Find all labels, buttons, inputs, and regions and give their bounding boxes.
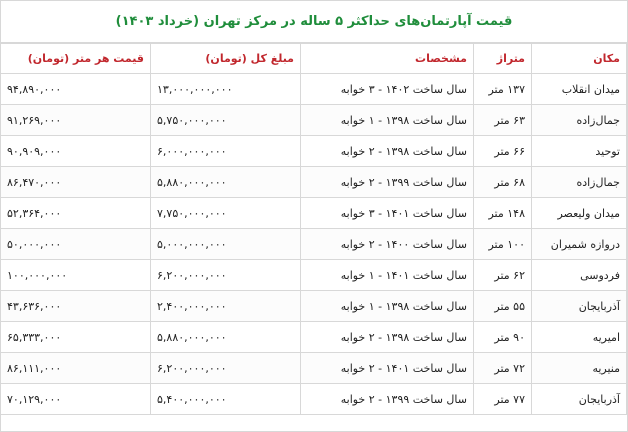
specs-cell: سال ساخت ۱۳۹۹ - ۲ خوابه: [301, 384, 474, 415]
table-row: [1, 74, 627, 105]
header-specs: مشخصات: [301, 44, 474, 74]
table-row: [1, 384, 627, 415]
location-cell: میدان انقلاب: [532, 74, 627, 105]
specs-cell: سال ساخت ۱۴۰۱ - ۱ خوابه: [301, 260, 474, 291]
price-per-meter-cell: ۷۰,۱۲۹,۰۰۰: [1, 384, 151, 415]
total-price-cell: ۵,۷۵۰,۰۰۰,۰۰۰: [151, 105, 301, 136]
table-row: [1, 260, 627, 291]
table-title: قیمت آپارتمان‌های حداکثر ۵ ساله در مرکز تهران (خرداد ۱۴۰۳): [1, 1, 627, 43]
total-price-cell: ۵,۰۰۰,۰۰۰,۰۰۰: [151, 229, 301, 260]
area-cell: ۱۳۷ متر: [474, 74, 532, 105]
area-cell: ۶۶ متر: [474, 136, 532, 167]
price-per-meter-cell: ۹۴,۸۹۰,۰۰۰: [1, 74, 151, 105]
total-price-cell: ۲,۴۰۰,۰۰۰,۰۰۰: [151, 291, 301, 322]
table-row: [1, 291, 627, 322]
location-cell: توحید: [532, 136, 627, 167]
location-cell: جمال‌زاده: [532, 167, 627, 198]
price-per-meter-cell: ۵۰,۰۰۰,۰۰۰: [1, 229, 151, 260]
area-cell: ۷۲ متر: [474, 353, 532, 384]
area-cell: ۷۷ متر: [474, 384, 532, 415]
area-cell: ۵۵ متر: [474, 291, 532, 322]
total-price-cell: ۶,۲۰۰,۰۰۰,۰۰۰: [151, 353, 301, 384]
location-cell: میدان ولیعصر: [532, 198, 627, 229]
specs-cell: سال ساخت ۱۴۰۱ - ۳ خوابه: [301, 198, 474, 229]
location-cell: دروازه شمیران: [532, 229, 627, 260]
specs-cell: سال ساخت ۱۴۰۱ - ۲ خوابه: [301, 353, 474, 384]
specs-cell: سال ساخت ۱۳۹۸ - ۲ خوابه: [301, 136, 474, 167]
location-cell: آذربایجان: [532, 384, 627, 415]
price-per-meter-cell: ۴۳,۶۳۶,۰۰۰: [1, 291, 151, 322]
price-table: [0, 43, 627, 415]
total-price-cell: ۷,۷۵۰,۰۰۰,۰۰۰: [151, 198, 301, 229]
header-total-price: مبلغ کل (تومان): [151, 44, 301, 74]
table-row: [1, 105, 627, 136]
location-cell: منیریه: [532, 353, 627, 384]
location-cell: فردوسی: [532, 260, 627, 291]
table-row: [1, 167, 627, 198]
specs-cell: سال ساخت ۱۳۹۸ - ۱ خوابه: [301, 105, 474, 136]
price-per-meter-cell: ۸۶,۴۷۰,۰۰۰: [1, 167, 151, 198]
specs-cell: سال ساخت ۱۳۹۸ - ۲ خوابه: [301, 322, 474, 353]
table-row: [1, 322, 627, 353]
price-per-meter-cell: ۹۱,۲۶۹,۰۰۰: [1, 105, 151, 136]
total-price-cell: ۵,۸۸۰,۰۰۰,۰۰۰: [151, 167, 301, 198]
area-cell: ۶۲ متر: [474, 260, 532, 291]
header-price-per-meter: قیمت هر متر (تومان): [1, 44, 151, 74]
total-price-cell: ۶,۰۰۰,۰۰۰,۰۰۰: [151, 136, 301, 167]
table-row: [1, 229, 627, 260]
area-cell: ۶۳ متر: [474, 105, 532, 136]
area-cell: ۱۴۸ متر: [474, 198, 532, 229]
area-cell: ۱۰۰ متر: [474, 229, 532, 260]
specs-cell: سال ساخت ۱۳۹۹ - ۲ خوابه: [301, 167, 474, 198]
table-row: [1, 136, 627, 167]
location-cell: آذربایجان: [532, 291, 627, 322]
table-row: [1, 198, 627, 229]
location-cell: جمال‌زاده: [532, 105, 627, 136]
specs-cell: سال ساخت ۱۴۰۰ - ۲ خوابه: [301, 229, 474, 260]
price-per-meter-cell: ۸۶,۱۱۱,۰۰۰: [1, 353, 151, 384]
location-cell: امیریه: [532, 322, 627, 353]
area-cell: ۹۰ متر: [474, 322, 532, 353]
table-row: [1, 353, 627, 384]
total-price-cell: ۵,۸۸۰,۰۰۰,۰۰۰: [151, 322, 301, 353]
total-price-cell: ۱۳,۰۰۰,۰۰۰,۰۰۰: [151, 74, 301, 105]
header-row: [1, 44, 627, 74]
total-price-cell: ۵,۴۰۰,۰۰۰,۰۰۰: [151, 384, 301, 415]
price-per-meter-cell: ۹۰,۹۰۹,۰۰۰: [1, 136, 151, 167]
specs-cell: سال ساخت ۱۴۰۲ - ۳ خوابه: [301, 74, 474, 105]
price-per-meter-cell: ۶۵,۳۳۳,۰۰۰: [1, 322, 151, 353]
header-location: مکان: [532, 44, 627, 74]
header-area: متراژ: [474, 44, 532, 74]
area-cell: ۶۸ متر: [474, 167, 532, 198]
price-per-meter-cell: ۵۲,۳۶۴,۰۰۰: [1, 198, 151, 229]
specs-cell: سال ساخت ۱۳۹۸ - ۱ خوابه: [301, 291, 474, 322]
total-price-cell: ۶,۲۰۰,۰۰۰,۰۰۰: [151, 260, 301, 291]
price-per-meter-cell: ۱۰۰,۰۰۰,۰۰۰: [1, 260, 151, 291]
